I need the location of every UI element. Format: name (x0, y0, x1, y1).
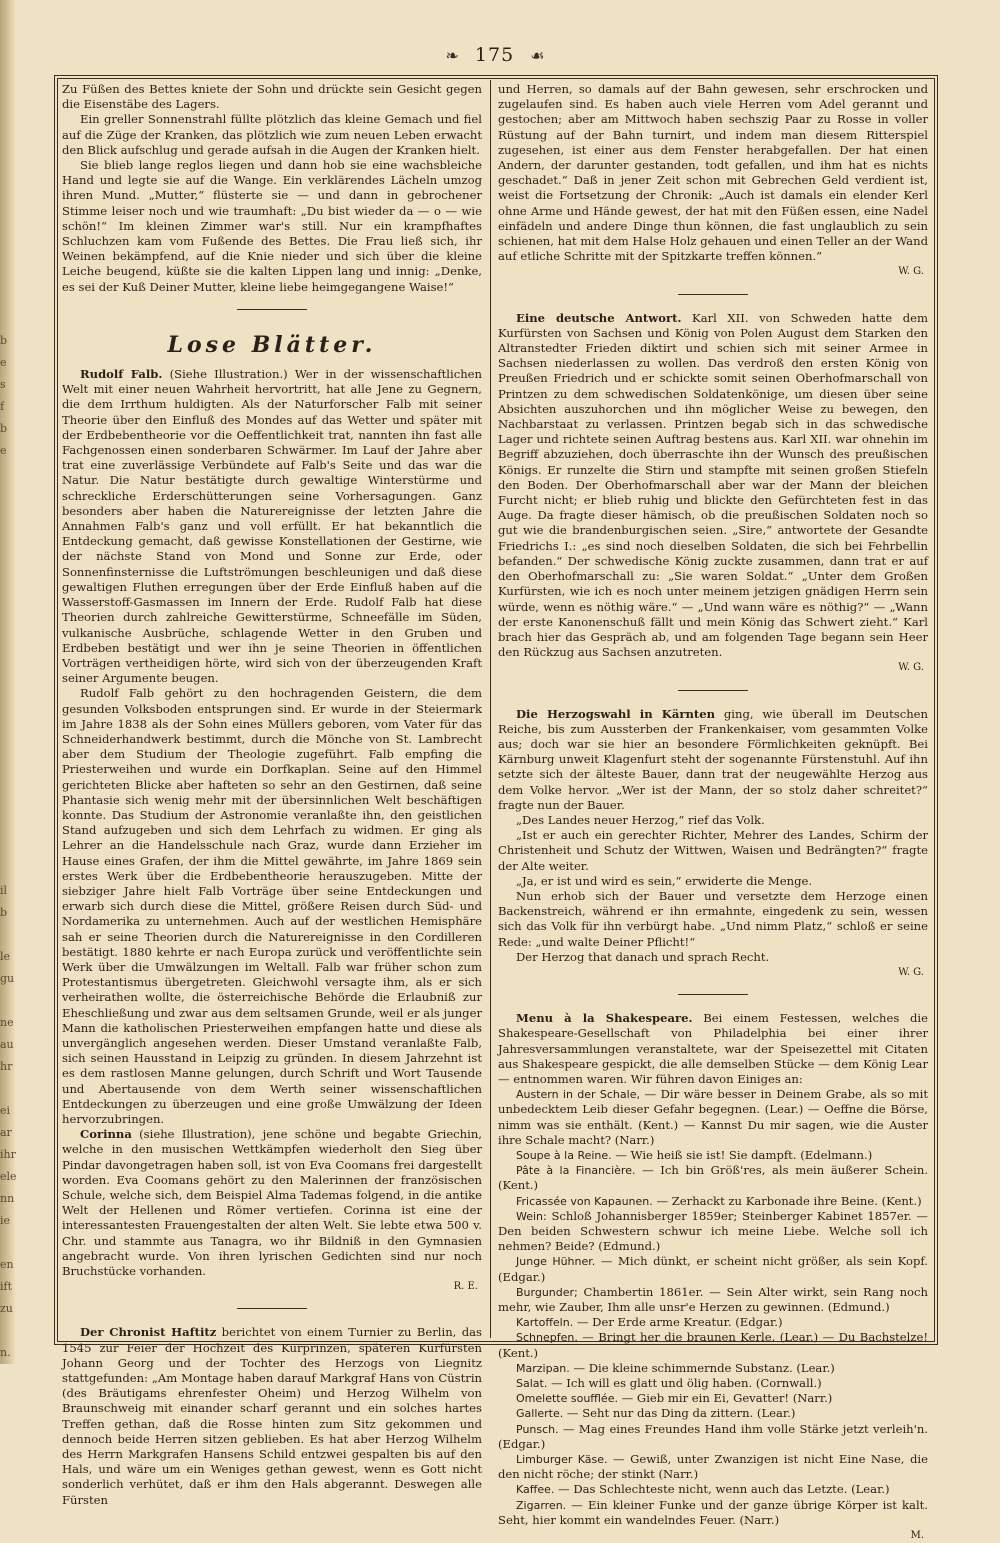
article-paragraph: „Ist er auch ein gerechter Richter, Mehrer des Landes, Schirm der Christenheit und Schutz der Wittwen, Waisen und Bedrängten?“ fragte der Alte weiter. (498, 828, 928, 873)
margin-fragment (0, 638, 14, 660)
margin-fragment: ele (0, 1170, 17, 1183)
menu-dish: Fricassée von Kapaunen. (516, 1194, 653, 1208)
menu-dish: Wein: (516, 1209, 547, 1223)
menu-quote: Schloß Johannisberger 1859er; Steinberger Kabinet 1857er. — Den beiden Schwestern schwur ich meine Liebe. Welche soll ich nehmen? Beide? (Edmund.) (498, 1208, 928, 1254)
article-text: berichtet von einem Turnier zu Berlin, das 1545 zur Feier der Hochzeit des Kurprinzen, späteren Kurfürsten Johann Georg und der Tochter des Herzogs von Liegnitz stattgefunden: „Am Montage haben darauf Markgraf Hans von Cüstrin (des Bräutigams ehrenfester Oheim) und Herzog Wilhelm von Braunschweig mit einander scharf gerannt und ein solches hartes Treffen gethan, daß die Rosse hinten zum Sitz gekommen und dennoch beide Herren sitzen geblieben. Es hat aber Herzog Wilhelm des Herrn Markgrafen Hansens Schild entzwei gespalten bis auf den Hals, und wäre um ein Weniges gethan gewest, wenn es Gott nicht sonderlich verhütet, daß er ihm den Hals abgerannt. Deswegen alle Fürsten (62, 1325, 482, 1507)
article-paragraph: „Ja, er ist und wird es sein,“ erwiderte die Menge. (516, 873, 813, 888)
menu-quote: — Der Erde arme Kreatur. (Edgar.) (573, 1315, 783, 1330)
margin-fragment (0, 616, 14, 638)
left-column (62, 82, 482, 1508)
article-text: Bei einem Festessen, welches die Shakespeare-Gesellschaft von Philadelphia bei einer ihrer Jahresversammlungen veranstaltete, war der Speisezettel mit Citaten aus Shakespeare gespickt, die alle demselben Stücke — dem König Lear — entnommen waren. Wir führen davon Einiges an: (498, 1011, 928, 1086)
menu-dish: Soupe à la Reine. (516, 1149, 612, 1162)
margin-fragment: ift (0, 1280, 13, 1293)
margin-fragment: b (0, 906, 8, 919)
menu-quote: — Mag eines Freundes Hand ihm volle Stärke jetzt verleih'n. (Edgar.) (498, 1421, 928, 1451)
menu-item (498, 1498, 928, 1528)
signature: M. (910, 1530, 924, 1542)
margin-fragment: s (0, 378, 6, 391)
menu-dish: Gallerte. (516, 1407, 564, 1421)
margin-fragment (0, 990, 14, 1012)
section-rule (237, 309, 307, 310)
article-text: ging, wie überall im Deutschen Reiche, bis zum Aussterben der Frankenkaiser, vom gesammten Volke aus; doch war sie hier an besondere Förmlichkeiten geknüpft. Bei Kärnburg unweit Klagenfurt steht der sogenannte Fürstenstuhl. Auf ihn setzte sich der älteste Bauer, dann trat der neugewählte Herzog aus dem Volke hervor. „Wer ist der Mann, der so stolz daher schreitet?“ fragte nun der Bauer. (498, 706, 928, 812)
menu-quote: — Bringt her die braunen Kerle. (Lear.) — Du Bachstelze! (Kent.) (498, 1330, 928, 1360)
margin-fragment (0, 814, 14, 836)
menu-quote: Chambertin 1861er. — Sein Alter wirkt, sein Rang noch mehr, wie Zauber, Ihm alle unsr'e Herzen zu gewinnen. (Edmund.) (498, 1284, 928, 1315)
menu-dish: Pâte à la Financière. (516, 1164, 636, 1178)
menu-quote: — Die kleine schimmernde Substanz. (Lear.) (569, 1360, 835, 1375)
margin-fragment (0, 550, 14, 572)
margin-fragment: gu (0, 972, 15, 985)
margin-fragment: e (0, 356, 7, 369)
margin-fragment (0, 594, 14, 616)
article-kaernten (498, 707, 928, 813)
menu-item (498, 1087, 928, 1148)
margin-fragment (0, 1078, 14, 1100)
menu-dish: Junge Hühner. (516, 1255, 596, 1269)
menu-item (498, 1209, 928, 1255)
menu-dish: Punsch. (516, 1422, 559, 1436)
article-lead: Der Chronist Haftitz (80, 1325, 217, 1340)
margin-fragment: au (0, 1038, 14, 1051)
margin-fragment (0, 1232, 14, 1254)
menu-dish: Salat. (516, 1377, 548, 1391)
article-lead: Corinna (80, 1127, 132, 1142)
menu-item (498, 1376, 928, 1391)
article-falb (62, 367, 482, 686)
section-rule (237, 1308, 307, 1309)
menu-quote: — Mich dünkt, er scheint nicht größer, als sein Kopf. (Edgar.) (498, 1254, 928, 1284)
section-rule (678, 294, 748, 295)
menu-item (498, 1361, 928, 1376)
margin-fragment (0, 924, 14, 946)
margin-fragment: il (0, 884, 8, 897)
menu-item (498, 1254, 928, 1284)
margin-fragment (0, 462, 14, 484)
menu-item (498, 1482, 928, 1497)
margin-fragment: ihr (0, 1148, 16, 1161)
margin-fragment (0, 572, 14, 594)
margin-fragment: le (0, 950, 11, 963)
margin-fragment (0, 528, 14, 550)
article-paragraph: „Des Landes neuer Herzog,“ rief das Volk. (516, 812, 765, 827)
section-rule (678, 690, 748, 691)
menu-item (498, 1163, 928, 1193)
margin-fragment: zu (0, 1302, 13, 1315)
menu-quote: — Ich will es glatt und ölig haben. (Cornwall.) (547, 1376, 822, 1391)
menu-item (498, 1422, 928, 1452)
menu-list (498, 1087, 928, 1528)
menu-item (498, 1452, 928, 1482)
article-paragraph: Rudolf Falb gehört zu den hochragenden Geistern, die dem gesunden Volksboden entsprungen sind. Er wurde in der Steiermark im Jahre 1838 als der Sohn eines Müllers geboren, vom Vater für das Schneiderhandwerk bestimmt, durch die Mönche von St. Lambrecht aber dem Studium der Theologie zugeführt. Falb empfing die Priesterweihen und wurde ein Dorfkaplan. Seine auf den Himmel gerichteten Blicke aber hafteten so sehr an den Gestirnen, daß seine Phantasie sich wenig mehr mit der übersinnlichen Welt beschäftigen konnte. Das Studium der Astronomie veranlaßte ihn, den geistlichen Stand aufzugeben und sich dem Lehrfach zu widmen. Er ging als Lehrer an die Handelsschule nach Graz, wurde dann Erzieher im Hause eines Grafen, der ihm die Mittel gewährte, im Jahre 1869 sein erstes Werk über die Erdbebentheorie herauszugeben. Mitte der siebziger Jahre hielt Falb Vorträge über seine Entdeckungen und erwarb sich durch diese die Mittel, größere Reisen durch Süd- und Nordamerika zu unternehmen. Auch auf der westlichen Hemisphäre sah er seine Theorien durch die Naturereignisse in den Cordilleren bestätigt. 1880 kehrte er nach Europa zurück und veröffentlichte sein Werk über die Umwälzungen im Weltall. Falb war früher schon zum Protestantismus übergetreten. Gleichwohl versagte ihm, als er sich verheirathen wollte, die österreichische Behörde die Erlaubniß zur Eheschließung und zwar aus dem seltsamen Grunde, weil er als junger Mann die katholischen Priesterweihen empfangen hatte und diese als unvergänglich angesehen werden. Dieser Umstand veranlaßte Falb, sich seinen Hausstand in Leipzig zu gründen. In diesem Jahrzehnt ist es dem rastlosen Manne gelungen, durch Schrift und Wort Tausende und Abertausende von dem Werth seiner wissenschaftlichen Entdeckungen zu überzeugen und eine große Umwälzung der Ideen hervorzubringen. (62, 686, 482, 1126)
section-rule (678, 994, 748, 995)
menu-item (498, 1391, 928, 1406)
story-paragraph: Ein greller Sonnenstrahl füllte plötzlich das kleine Gemach und fiel auf die Züge der Kranken, das plötzlich wie zum neuen Leben erwacht den Blick aufschlug und gerade aufsah in die Augen der Kranken hielt. (62, 112, 482, 157)
menu-item (498, 1330, 928, 1360)
margin-fragment (0, 836, 14, 858)
adjacent-page-fragment (0, 330, 17, 1364)
article-lead: Menu à la Shakespeare. (516, 1011, 693, 1026)
menu-quote: — Zerhackt zu Karbonade ihre Beine. (Kent.) (652, 1193, 922, 1208)
menu-item (498, 1194, 928, 1209)
margin-fragment: f (0, 400, 5, 413)
menu-item (498, 1315, 928, 1330)
signature: W. G. (898, 966, 924, 978)
signature: R. E. (453, 1281, 478, 1293)
story-paragraph: Zu Füßen des Bettes kniete der Sohn und drückte sein Gesicht gegen die Eisenstäbe des Lagers. (62, 82, 482, 112)
menu-dish: Burgunder; (516, 1285, 578, 1299)
margin-fragment (0, 704, 14, 726)
margin-fragment (0, 748, 14, 770)
margin-fragment: ne (0, 1016, 14, 1029)
margin-fragment (0, 792, 14, 814)
menu-quote: — Ein kleiner Funke und der ganze übrige Körper ist kalt. Seht, hier kommt ein wandelndes Feuer. (Narr.) (498, 1497, 928, 1527)
menu-quote: — Seht nur das Ding da zittern. (Lear.) (563, 1406, 796, 1421)
menu-dish: Kartoffeln. (516, 1316, 574, 1330)
menu-dish: Limburger Käse. (516, 1453, 608, 1467)
article-text: (siehe Illustration), jene schöne und begabte Griechin, welche in den musischen Wettkämpfen wiederholt den Sieg über Pindar davongetragen haben soll, ist von Eva Coomans frei dargestellt worden. Eva Coomans gehört zu den Malerinnen der französischen Schule, welche sich, dem Beispiel Alma Tademas folgend, in die antike Welt der Hellenen und Römer vertiefen. Corinna ist eine der interessantesten Frauengestalten der alten Welt. Sie lebte etwa 500 v. Chr. und stammte aus Tanagra, wo ihr Bildniß in den Gymnasien angebracht wurde. Von ihren lyrischen Gedichten sind nur noch Bruchstücke vorhanden. (62, 1127, 482, 1279)
right-column (498, 82, 928, 1543)
margin-fragment: n. (0, 1346, 11, 1359)
menu-quote: — Gewiß, unter Zwanzigen ist nicht Eine Nase, die den nicht röche; der stinkt (Narr.) (498, 1452, 928, 1482)
margin-fragment (0, 506, 14, 528)
margin-fragment: en (0, 1258, 14, 1271)
margin-fragment: ie (0, 1214, 11, 1227)
margin-fragment: nn (0, 1192, 15, 1205)
margin-fragment (0, 858, 14, 880)
margin-fragment: e (0, 444, 7, 457)
margin-fragment: ar (0, 1126, 12, 1139)
signature: W. G. (898, 266, 924, 278)
menu-dish: Marzipan. (516, 1361, 570, 1375)
article-paragraph: und Herren, so damals auf der Bahn gewesen, sehr erschrocken und zugelaufen sind. Es haben auch viele Herren vom Adel gerannt und gestochen; aber am Mittwoch haben sechszig Paar zu Rosse in voller Rüstung auf der Bahn turnirt, und indem man diesem Ritterspiel zugesehen, ist einer aus dem Fenster herabgefallen. Der hat einen Andern, der darunter gestanden, todt gefallen, und ihm hat es nichts geschadet.“ Daß in jener Zeit schon mit Gebrechen Geld verdient ist, weist die Fortsetzung der Chronik: „Auch ist damals ein elender Kerl ohne Arme und Hände gewest, der hat mit den Füßen essen, eine Nadel einfädeln und andere Dinge thun können, die fast unglaublich zu sein schienen, hat mit dem Halse Holz gehauen und einen Teller an der Wand auf etliche Schritte mit der Spitzkarte treffen können.“ (498, 82, 928, 264)
story-paragraph: Sie blieb lange reglos liegen und dann hob sie eine wachsbleiche Hand und legte sie auf die Wange. Ein verklärendes Lächeln umzog ihren Mund. „Mutter,“ flüsterte sie — und dann in gebrochener Stimme leiser noch und wie traumhaft: „Du bist wieder da — o — wie schön!“ Im kleinen Zimmer war's still. Nur ein krampfhaftes Schluchzen kam vom Fußende des Bettes. Die Frau ließ sich, ihr Weinen bekämpfend, auf die Knie nieder und sich über die kleine Leiche beugend, küßte sie die kalten Lippen lang und innig: „Denke, es sei der Kuß Deiner Mutter, kleine liebe heimgegangene Waise!“ (62, 158, 482, 294)
margin-fragment: b (0, 334, 8, 347)
margin-fragment (0, 484, 14, 506)
margin-fragment (0, 660, 14, 682)
article-lead: Eine deutsche Antwort. (516, 310, 682, 325)
article-corinna (62, 1127, 482, 1279)
page-number: 175 (474, 44, 515, 66)
menu-quote: — Ich bin Größ'res, als mein äußerer Schein. (Kent.) (498, 1163, 929, 1193)
article-lead: Die Herzogswahl in Kärnten (516, 706, 716, 721)
menu-quote: — Das Schlechteste nicht, wenn auch das Letzte. (Lear.) (554, 1482, 890, 1497)
menu-dish: Zigarren. (516, 1498, 567, 1512)
article-menu (498, 1011, 928, 1087)
menu-dish: Schnepfen. (516, 1331, 578, 1345)
margin-fragment: hr (0, 1060, 13, 1073)
margin-fragment (0, 726, 14, 748)
menu-item (498, 1285, 928, 1315)
article-paragraph: Der Herzog that danach und sprach Recht. (516, 949, 770, 964)
section-title: Lose Blätter. (167, 331, 377, 358)
menu-item (498, 1406, 928, 1421)
article-haftitz (62, 1325, 482, 1507)
menu-item (498, 1148, 928, 1163)
column-divider (490, 80, 491, 1338)
margin-fragment: ei (0, 1104, 11, 1117)
margin-fragment: b (0, 422, 8, 435)
article-antwort (498, 311, 928, 661)
signature: W. G. (898, 662, 924, 674)
menu-quote: — Dir wäre besser in Deinem Grabe, als so mit unbedecktem Leib dieser Gefahr begegnen. (Lear.) — Oeffne die Börse, nimm was sie enthält. (Kent.) — Kannst Du mir sagen, wie die Auster ihre Schale macht? (Narr.) (498, 1087, 928, 1147)
menu-dish: Kaffee. (516, 1483, 555, 1497)
ornament-right-icon: ☙ (530, 46, 545, 65)
article-lead: Rudolf Falb. (80, 367, 163, 382)
margin-fragment (0, 682, 14, 704)
article-text: Karl XII. von Schweden hatte dem Kurfürsten von Sachsen und König von Polen August dem Starken den Altranstedter Frieden diktirt und schien sich mit seiner Armee in Sachsen niederlassen zu wollen. Das verdroß den ersten König von Preußen Friedrich und er schickte somit seinen Oberhofmarschall von Printzen zu dem schwedischen Soldatenkönige, um diesen über seine Absichten auszuhorchen und ihn möglicher Weise zu bewegen, den Nachbarstaat zu verlassen. Printzen begab sich in das schwedische Lager und richtete seinen Auftrag bestens aus. Karl XII. war ohnehin im Begriff abzuziehen, doch überraschte ihn der Wunsch des preußischen Königs. Er runzelte die Stirn und stampfte mit seinen großen Stiefeln den Boden. Der Oberhofmarschall aber war der Mann der bleichen Furcht nicht; er blieb ruhig und blickte den Gefürchteten fest in das Auge. Da fragte dieser hämisch, ob die preußischen Soldaten noch so gut wie die brandenburgischen seien. „Sire,“ antwortete der Gesandte Friedrichs I.: „es sind noch dieselben Soldaten, die sich bei Fehrbellin befanden.“ Der schwedische König zuckte zusammen, dann trat er auf den Oberhofmarschall zu: „Sie waren Soldat.“ „Unter dem Großen Kurfürsten, wie ich es noch unter meinem jetzigen gnädigen Herrn sein würde, wenn es nöthig wäre.“ — „Und wann wäre es nöthig?“ — „Wann der erste Kanonenschuß fällt und mein König das Schwert zieht.“ Karl brach hier das Gespräch ab, und am folgenden Tage begann sein Heer den Rückzug aus Sachsen anzutreten. (498, 310, 928, 660)
menu-dish: Austern in der Schale, (516, 1088, 640, 1102)
page-header (54, 44, 936, 72)
menu-dish: Omelette soufflée. (516, 1392, 618, 1406)
margin-fragment (0, 770, 14, 792)
article-paragraph: Nun erhob sich der Bauer und versetzte dem Herzoge einen Backenstreich, während er ihn ermahnte, eingedenk zu sein, wessen sich das Volk für ihn verbürgt habe. „Und nimm Platz,“ schloß er seine Rede: „und walte Deiner Pflicht!“ (498, 888, 928, 949)
menu-quote: — Wie heiß sie ist! Sie dampft. (Edelmann.) (611, 1148, 873, 1162)
ornament-left-icon: ❧ (445, 46, 459, 65)
article-text: (Siehe Illustration.) Wer in der wissenschaftlichen Welt mit einer neuen Wahrheit hervortritt, hat alle Jene zu Gegnern, die dem Irrthum huldigten. Als der Naturforscher Falb mit seiner Theorie über den Einfluß des Mondes auf das Wetter und später mit der Erdbebentheorie vor die Oeffentlichkeit trat, nannten ihn fast alle Fachgenossen einen sonderbaren Schwärmer. Im Lauf der Jahre aber trat eine zuverlässige Verbündete auf Falb's Seite und das war die Natur. Die Natur bestätigte durch gewaltige Winterstürme und schreckliche Erderschütterungen seine Vorhersagungen. Ganz besonders aber haben die Naturereignisse der letzten Jahre die Annahmen Falb's ganz und voll erfüllt. Er hat bekanntlich die Entdeckung gemacht, daß gewisse Konstellationen der Gestirne, wie der nächste Stand von Mond und Sonne zur Erde, oder Sonnenfinsternisse die Luftströmungen beschleunigen und daß diese gewaltigen Fluthen erregungen über der Erde Einfluß haben auf die Wasserstoff-Gasmassen im Innern der Erde. Rudolf Falb hat diese Theorien durch zahlreiche Gewitterstürme, Schneefälle im Süden, vulkanische Ausbrüche, schlagende Wetter in den Gruben und Erdbeben bestätigt und wer ihn je seine Theorien in öffentlichen Vorträgen vertheidigen hörte, wird sich von der überzeugenden Kraft seiner Argumente beugen. (62, 367, 482, 686)
menu-quote: — Gieb mir ein Ei, Gevatter! (Narr.) (617, 1391, 833, 1406)
margin-fragment (0, 1320, 14, 1342)
